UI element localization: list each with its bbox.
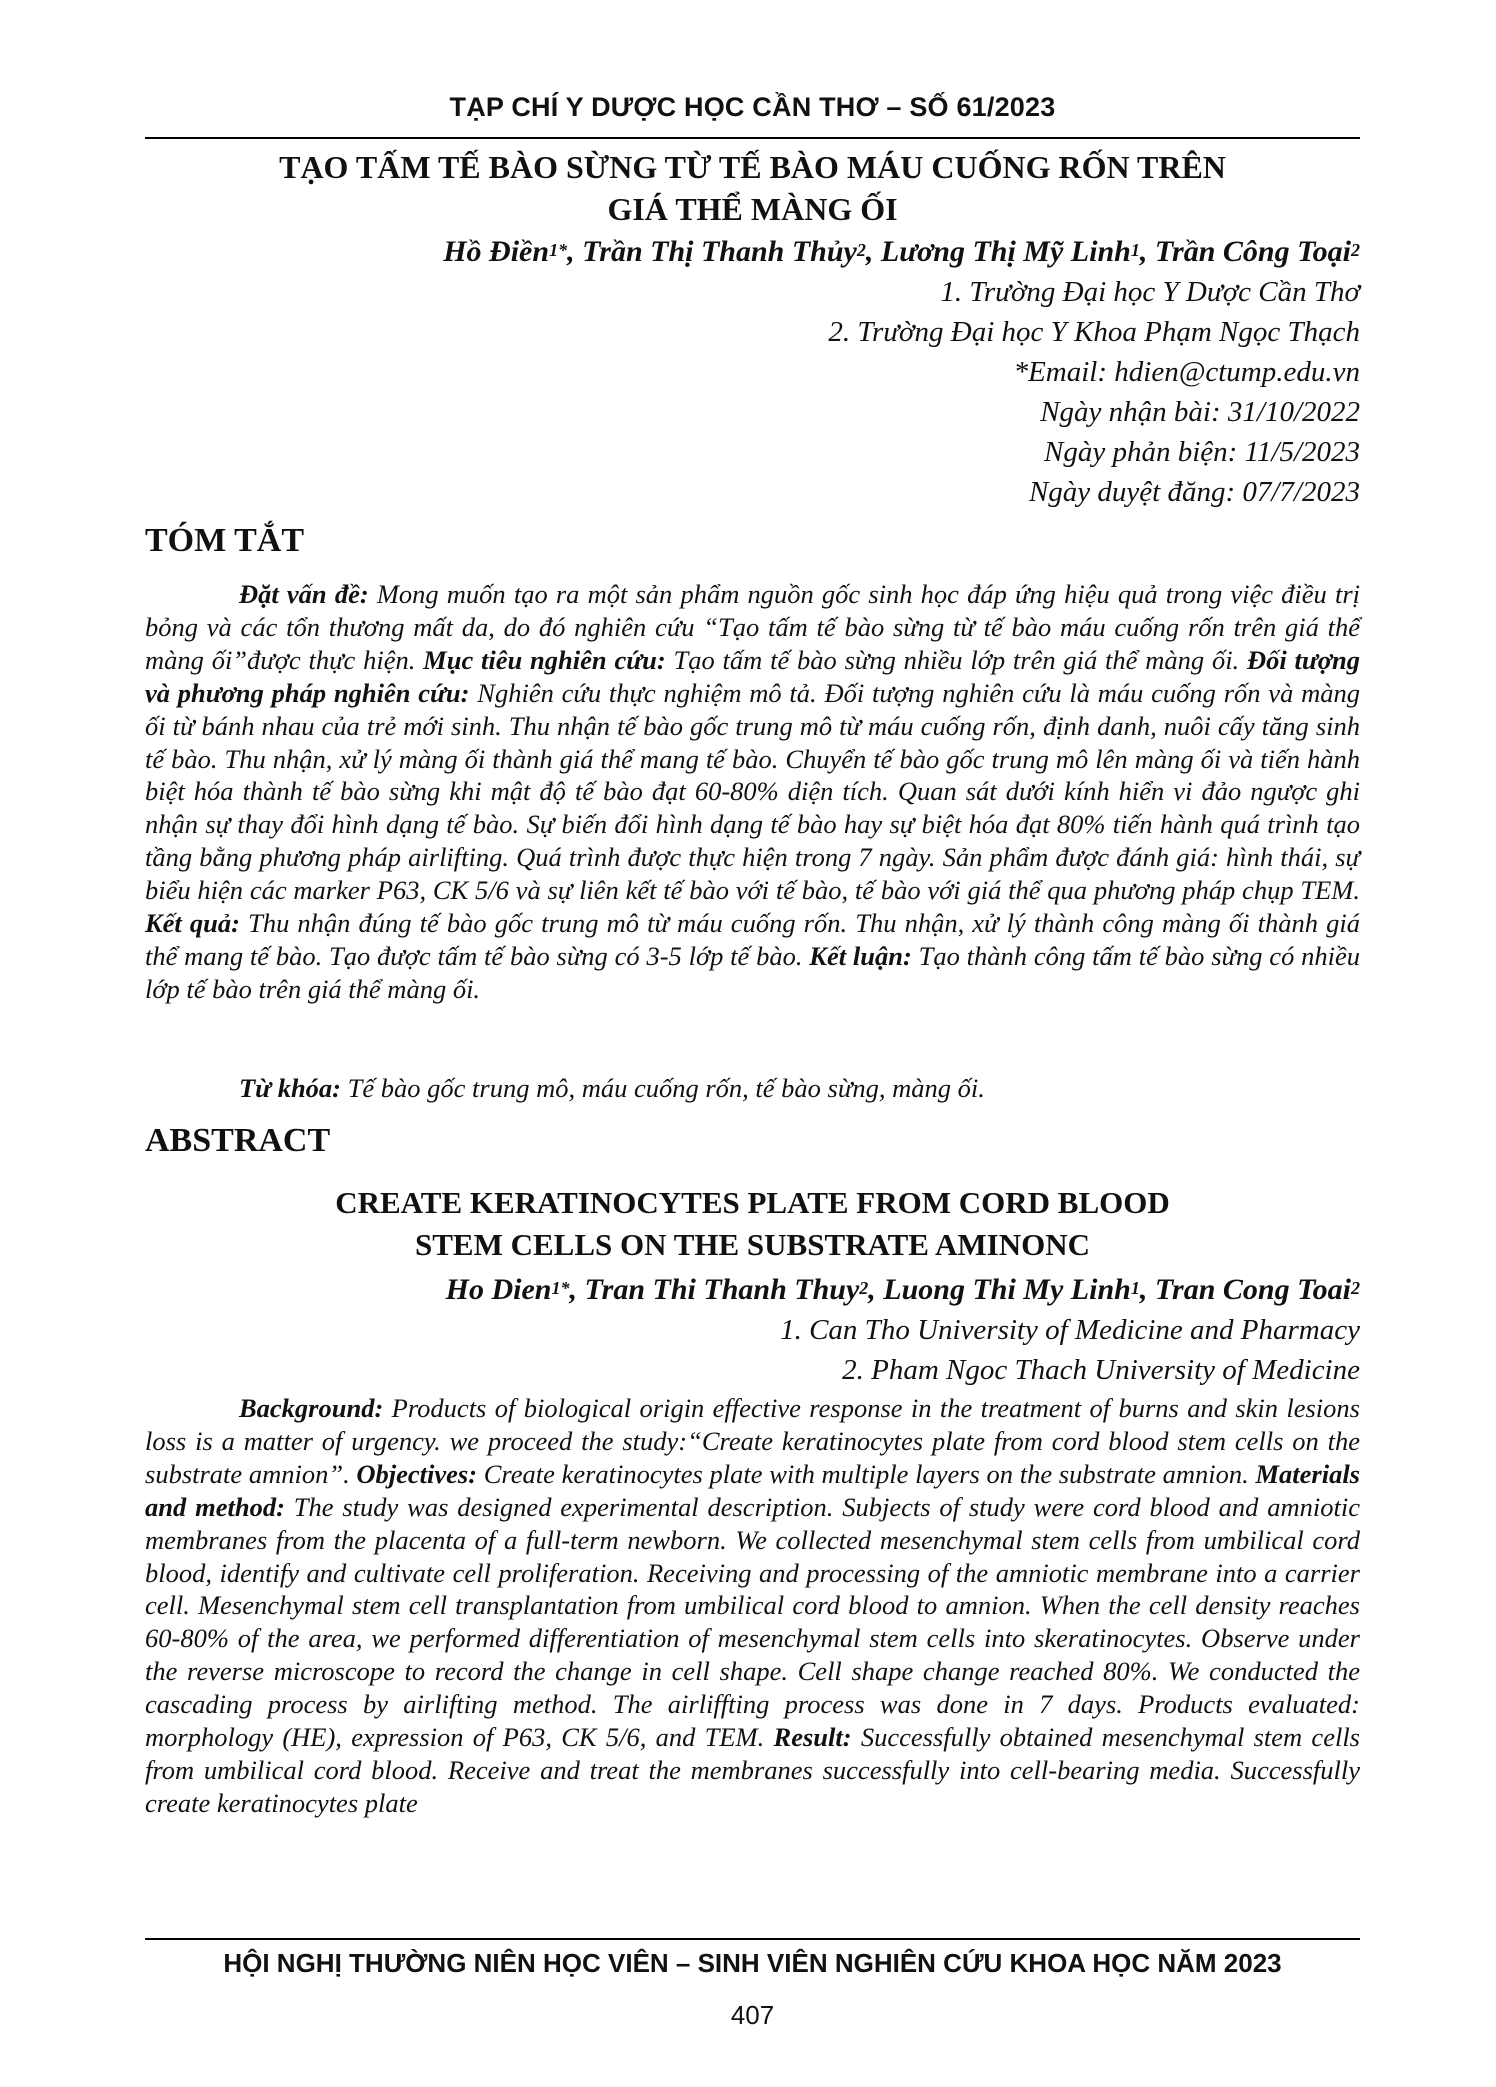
footer-conference-title: HỘI NGHỊ THƯỜNG NIÊN HỌC VIÊN – SINH VIÊN NGHIÊN CỨU KHOA HỌC NĂM 2023 bbox=[223, 1948, 1282, 1978]
abstract-heading: ABSTRACT bbox=[145, 1122, 331, 1159]
author-affiliation-mark: 1 bbox=[1130, 1278, 1140, 1298]
author-name: Luong Thi My Linh bbox=[883, 1273, 1131, 1306]
summary-heading: TÓM TẮT bbox=[145, 522, 305, 559]
author-name: Tran Cong Toai bbox=[1154, 1273, 1351, 1306]
vi-affiliation-2: 2. Trường Đại học Y Khoa Phạm Ngọc Thạch bbox=[828, 316, 1360, 348]
author-name: Trần Công Toại bbox=[1154, 235, 1351, 268]
summary-label: Mục tiêu nghiên cứu: bbox=[423, 644, 666, 675]
abstract-text: Products of biological origin effective response in the treatment of burns and skin lesions loss is a matter of urgency. we proceed the study:“Create keratinocytes plate from cord blood stem cells on the substrate amnion”. bbox=[145, 1393, 1360, 1489]
author-affiliation-mark: 2 bbox=[859, 1278, 869, 1298]
summary-text: Mong muốn tạo ra một sản phẩm nguồn gốc sinh học đáp ứng hiệu quả trong việc điều trị bỏng và các tổn thương mất da, do đó nghiên cứu “Tạo tấm tế bào sừng từ tế bào máu cuống rốn trên giá thể màng ối”được thực hiện. bbox=[145, 579, 1360, 675]
summary-text: Thu nhận đúng tế bào gốc trung mô từ máu cuống rốn. Thu nhận, xử lý thành công màng ối thành giá thể mang tế bào. Tạo được tấm tế bào sừng có 3-5 lớp tế bào. bbox=[145, 908, 1360, 971]
en-authors: Ho Dien$^{1*}$, Tran Thi Thanh Thuy$^2$, Luong Thi My Linh$^1$, Tran Cong Toai$^2$ bbox=[445, 1273, 1360, 1306]
abstract-label: Objectives: bbox=[356, 1458, 478, 1489]
vi-keywords bbox=[145, 1072, 1360, 1105]
en-title-line2: STEM CELLS ON THE SUBSTRATE AMINONC bbox=[415, 1227, 1090, 1262]
contact-email: *Email: hdien@ctump.edu.vn bbox=[1013, 356, 1360, 388]
vi-title-line1: TẠO TẤM TẾ BÀO SỪNG TỪ TẾ BÀO MÁU CUỐNG RỐN TRÊN bbox=[279, 149, 1226, 185]
keywords-text: Tế bào gốc trung mô, máu cuống rốn, tế bào sừng, màng ối. bbox=[341, 1073, 985, 1103]
abstract-label: Background: bbox=[239, 1393, 384, 1423]
page-number: 407 bbox=[730, 2000, 775, 2030]
vi-title bbox=[145, 146, 1360, 230]
keywords-label: Từ khóa: bbox=[239, 1073, 342, 1103]
summary-label: Đối tượng và phương pháp nghiên cứu: bbox=[145, 644, 1360, 708]
vi-authors: Hồ Điền$^{1*}$, Trần Thị Thanh Thủy$^2$, Lương Thị Mỹ Linh$^1$, Trần Công Toại$^2$ bbox=[443, 235, 1360, 268]
vi-author-block bbox=[443, 232, 1360, 512]
author-affiliation-mark: 1* bbox=[551, 1278, 570, 1298]
summary-label: Đặt vấn đề: bbox=[239, 579, 369, 609]
author-affiliation-mark: 2 bbox=[1351, 1278, 1360, 1298]
en-title-line1: CREATE KERATINOCYTES PLATE FROM CORD BLOOD bbox=[335, 1185, 1170, 1220]
en-abstract-paragraph bbox=[145, 1392, 1360, 1820]
abstract-text: Successfully obtained mesenchymal stem cells from umbilical cord blood. Receive and treat the membranes successfully into cell-bearing media. Successfully create keratinocytes plate bbox=[145, 1722, 1360, 1818]
en-affiliation-2: 2. Pham Ngoc Thach University of Medicine bbox=[842, 1354, 1360, 1386]
abstract-text: The study was designed experimental description. Subjects of study were cord blood and amniotic membranes from the placenta of a full-term newborn. We collected mesenchymal stem cells from umbilical cord blood, identify and cultivate cell proliferation. Receiving and processing of the amniotic membrane into a carrier cell. Mesenchymal stem cell transplantation from umbilical cord blood to amnion. When the cell density reaches 60-80% of the area, we performed differentiation of mesenchymal stem cells into skeratinocytes. Observe under the reverse microscope to record the change in cell shape. Cell shape change reached 80%. We conducted the cascading process by airlifting method. The airliffting process was done in 7 days. Products evaluated: morphology (HE), expression of P63, CK 5/6, and TEM. bbox=[145, 1491, 1361, 1753]
abstract-text: Create keratinocytes plate with multiple layers on the substrate amnion. bbox=[477, 1458, 1256, 1489]
vi-title-line2: GIÁ THỂ MÀNG ỐI bbox=[607, 191, 898, 227]
author-affiliation-mark: 1* bbox=[549, 240, 568, 260]
summary-text: Nghiên cứu thực nghiệm mô tả. Đối tượng nghiên cứu là máu cuống rốn và màng ối từ bánh nhau của trẻ mới sinh. Thu nhận tế bào gốc trung mô từ máu cuống rốn, định danh, nuôi cấy tăng sinh tế bào. Thu nhận, xử lý màng ối thành giá thể mang tế bào. Chuyển tế bào gốc trung mô lên màng ối và tiến hành biệt hóa thành tế bào sừng khi mật độ tế bào đạt 60-80% diện tích. Quan sát dưới kính hiển vi đảo ngược ghi nhận sự thay đổi hình dạng tế bào. Sự biến đổi hình dạng tế bào hay sự biệt hóa đạt 80% tiến hành quá trình tạo tầng bằng phương pháp airlifting. Quá trình được thực hiện trong 7 ngày. Sản phẩm được đánh giá: hình thái, sự biểu hiện các marker P63, CK 5/6 và sự liên kết tế bào với tế bào, tế bào với giá thể qua phương pháp chụp TEM. bbox=[145, 677, 1360, 906]
en-author-block bbox=[446, 1270, 1360, 1390]
summary-text: Tạo thành công tấm tế bào sừng có nhiều lớp tế bào trên giá thể màng ối. bbox=[145, 940, 1361, 1004]
vi-affiliation-1: 1. Trường Đại học Y Dược Cần Thơ bbox=[940, 276, 1360, 308]
author-name: Ho Dien bbox=[445, 1273, 552, 1306]
author-name: Tran Thi Thanh Thuy bbox=[584, 1273, 860, 1306]
abstract-label: Materials and method: bbox=[145, 1458, 1360, 1522]
journal-header: TẠP CHÍ Y DƯỢC HỌC CẦN THƠ – SỐ 61/2023 bbox=[449, 92, 1056, 122]
author-affiliation-mark: 2 bbox=[1351, 240, 1360, 260]
summary-label: Kết quả: bbox=[145, 908, 240, 939]
summary-text: Tạo tấm tế bào sừng nhiều lớp trên giá thể màng ối. bbox=[665, 644, 1247, 675]
author-name: Trần Thị Thanh Thủy bbox=[582, 235, 857, 268]
author-name: Hồ Điền bbox=[443, 235, 550, 268]
reviewed-date: Ngày phản biện: 11/5/2023 bbox=[1043, 436, 1360, 468]
en-affiliation-1: 1. Can Tho University of Medicine and Pharmacy bbox=[780, 1314, 1360, 1346]
vi-summary-paragraph bbox=[145, 578, 1360, 1006]
summary-label: Kết luận: bbox=[809, 940, 912, 971]
header-rule bbox=[145, 137, 1360, 139]
footer-rule bbox=[145, 1938, 1360, 1940]
accepted-date: Ngày duyệt đăng: 07/7/2023 bbox=[1028, 476, 1360, 508]
author-affiliation-mark: 1 bbox=[1130, 240, 1140, 260]
author-affiliation-mark: 2 bbox=[856, 240, 866, 260]
author-name: Lương Thị Mỹ Linh bbox=[880, 235, 1131, 268]
en-title bbox=[145, 1182, 1360, 1266]
abstract-label: Result: bbox=[773, 1722, 852, 1753]
received-date: Ngày nhận bài: 31/10/2022 bbox=[1040, 396, 1360, 428]
